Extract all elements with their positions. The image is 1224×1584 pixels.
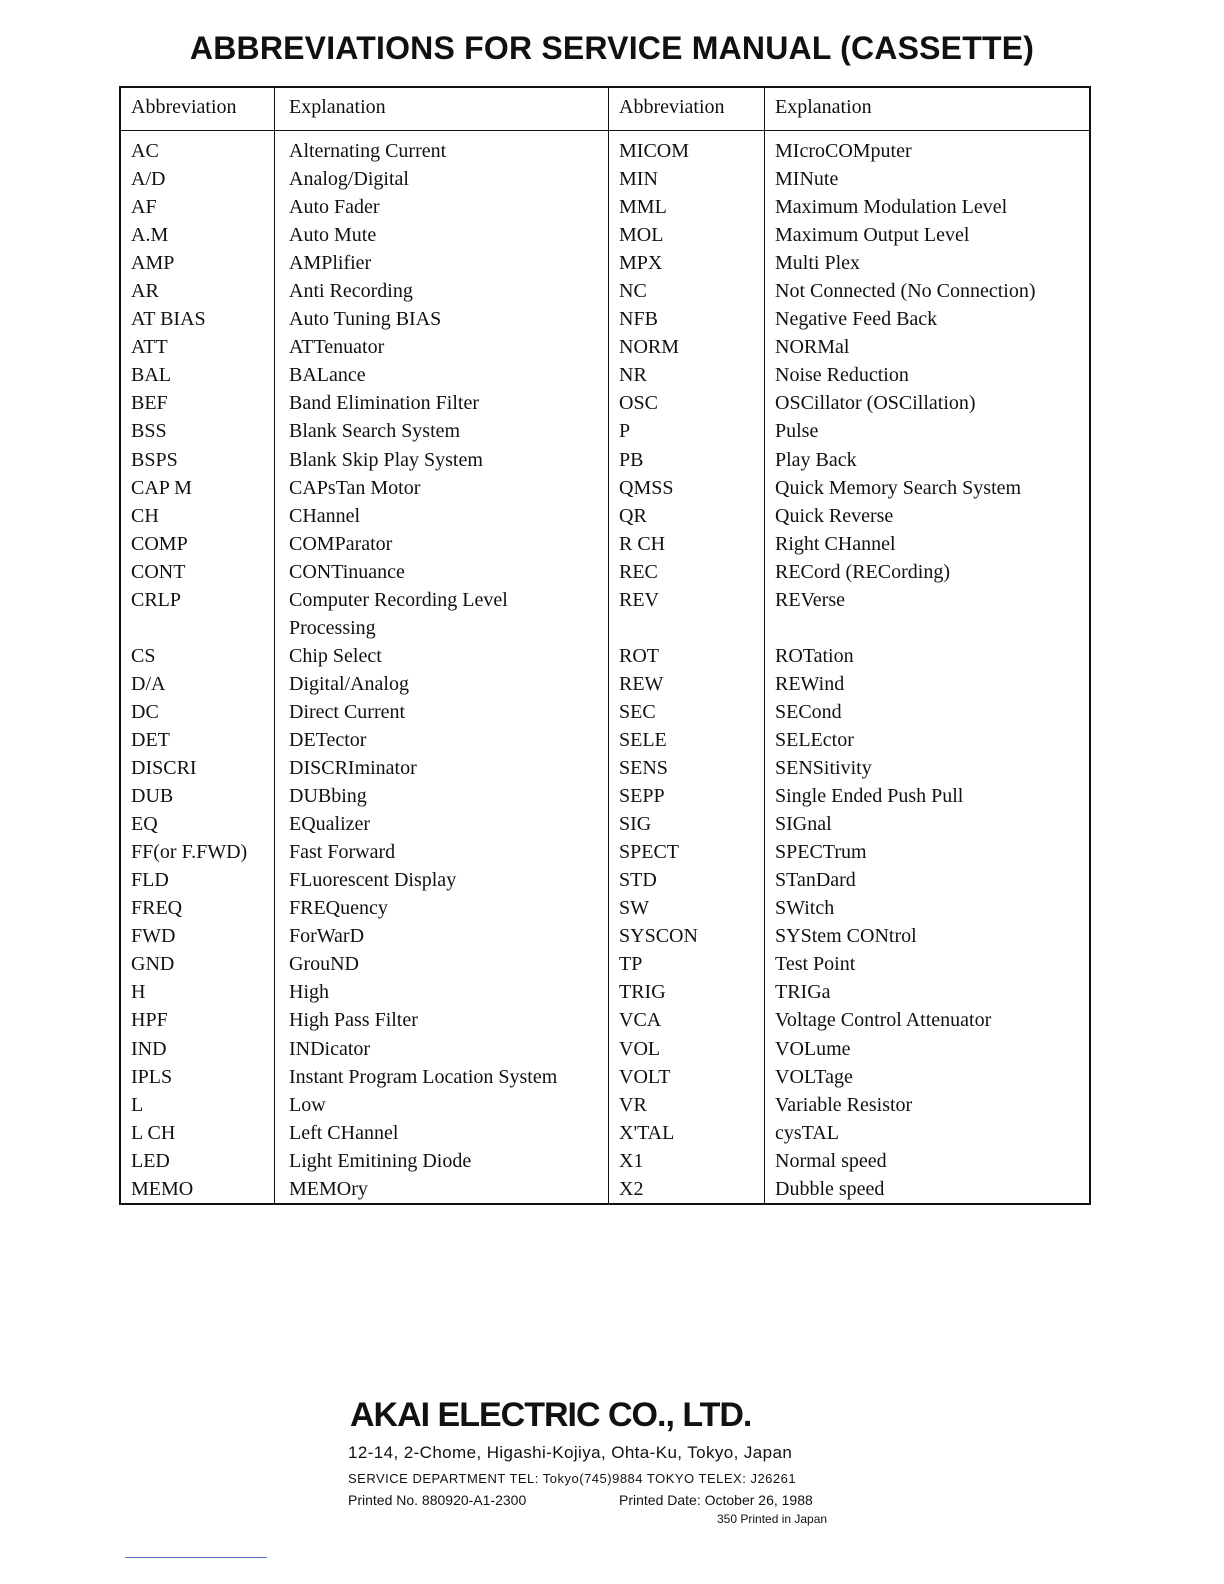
explanation-cell: DETector	[289, 728, 367, 751]
explanation-cell: Chip Select	[289, 644, 382, 667]
explanation-cell: Anti Recording	[289, 280, 413, 303]
abbreviation-cell: CAP M	[131, 476, 192, 499]
explanation-cell: Normal speed	[775, 1149, 887, 1172]
abbreviation-column-left	[131, 137, 247, 1203]
explanation-cell: VOLTage	[775, 1065, 853, 1088]
explanation-cell: REWind	[775, 672, 845, 695]
abbreviation-cell: H	[131, 981, 146, 1004]
explanation-column-left	[289, 137, 557, 1203]
header-abbreviation-right: Abbreviation	[619, 96, 725, 118]
abbreviation-cell: AR	[131, 280, 159, 303]
abbreviation-cell: AF	[131, 196, 157, 219]
abbreviation-cell: SEC	[619, 700, 656, 723]
explanation-cell: REVerse	[775, 588, 845, 611]
explanation-cell: Auto Mute	[289, 224, 377, 247]
abbreviation-cell: HPF	[131, 1009, 168, 1032]
explanation-cell: CHannel	[289, 504, 361, 527]
explanation-cell: Left CHannel	[289, 1121, 399, 1144]
explanation-cell: BALance	[289, 364, 366, 387]
abbreviation-cell	[131, 614, 247, 642]
explanation-cell: High	[289, 981, 329, 1004]
company-address: 12-14, 2-Chome, Higashi-Kojiya, Ohta-Ku, Tokyo, Japan	[348, 1443, 793, 1462]
abbreviation-cell: SPECT	[619, 841, 680, 864]
explanation-cell: TRIGa	[775, 981, 831, 1004]
page-title: ABBREVIATIONS FOR SERVICE MANUAL (CASSETTE)	[189, 30, 1035, 66]
abbreviation-cell: REW	[619, 672, 664, 695]
header-abbreviation-left: Abbreviation	[131, 96, 237, 118]
company-name: AKAI ELECTRIC CO., LTD.	[350, 1396, 752, 1434]
abbreviation-cell: QR	[619, 504, 647, 527]
explanation-cell: Direct Current	[289, 700, 406, 723]
header-divider	[121, 130, 1089, 131]
explanation-cell: cysTAL	[775, 1121, 839, 1144]
abbreviation-cell: MEMO	[131, 1177, 194, 1200]
abbreviation-cell: STD	[619, 869, 657, 892]
abbreviation-cell: TRIG	[619, 981, 666, 1004]
explanation-cell: SWitch	[775, 897, 835, 920]
explanation-cell: Auto Tuning BIAS	[289, 308, 442, 331]
abbreviation-column-right	[619, 137, 698, 1203]
abbreviation-cell: A.M	[131, 224, 169, 247]
footer	[348, 1396, 848, 1530]
explanation-cell: Blank Skip Play System	[289, 448, 483, 471]
explanation-cell: Digital/Analog	[289, 672, 409, 695]
abbreviation-cell: QMSS	[619, 476, 674, 499]
explanation-cell: INDicator	[289, 1037, 371, 1060]
abbreviation-cell: A/D	[131, 168, 166, 191]
abbreviation-cell: L	[131, 1093, 144, 1116]
abbreviation-cell: VCA	[619, 1009, 662, 1032]
abbreviation-cell: IPLS	[131, 1065, 173, 1088]
explanation-cell: Voltage Control Attenuator	[775, 1009, 992, 1032]
explanation-cell: MIcroCOMputer	[775, 140, 912, 162]
abbreviation-cell: ROT	[619, 644, 659, 667]
abbreviation-cell: COMP	[131, 532, 188, 555]
abbreviation-cell: X1	[619, 1149, 644, 1172]
abbreviation-cell: FREQ	[131, 897, 183, 920]
abbreviation-cell: X'TAL	[619, 1121, 675, 1144]
explanation-cell: Negative Feed Back	[775, 308, 938, 331]
explanation-cell: VOLume	[775, 1037, 851, 1060]
explanation-column-right	[775, 137, 1036, 1203]
abbreviation-cell: X2	[619, 1177, 644, 1200]
explanation-cell: Maximum Modulation Level	[775, 196, 1008, 219]
explanation-cell: Low	[289, 1093, 326, 1116]
abbreviation-cell: MOL	[619, 224, 664, 247]
explanation-cell: Single Ended Push Pull	[775, 785, 964, 808]
explanation-cell: Play Back	[775, 448, 857, 471]
explanation-cell: Quick Reverse	[775, 504, 894, 527]
abbreviation-cell: SELE	[619, 728, 667, 751]
abbreviation-cell: CRLP	[131, 588, 182, 611]
abbreviation-cell: MICOM	[619, 140, 690, 162]
abbreviation-cell: OSC	[619, 392, 658, 415]
abbreviation-cell	[619, 614, 698, 642]
abbreviation-cell: L CH	[131, 1121, 176, 1144]
abbreviation-cell: AC	[131, 140, 159, 162]
abbreviation-table	[119, 86, 1091, 1205]
explanation-cell: COMParator	[289, 532, 393, 555]
explanation-cell: Computer Recording Level	[289, 588, 508, 611]
explanation-cell: Instant Program Location System	[289, 1065, 558, 1088]
explanation-cell: SENSitivity	[775, 757, 872, 780]
service-department: SERVICE DEPARTMENT TEL: Tokyo(745)9884 TOKYO TELEX: J26261	[348, 1471, 797, 1486]
printed-in-japan: 350 Printed in Japan	[717, 1512, 828, 1526]
header-explanation-left: Explanation	[289, 96, 386, 118]
explanation-cell: Right CHannel	[775, 532, 896, 555]
explanation-cell: CONTinuance	[289, 560, 405, 583]
explanation-cell: ROTation	[775, 644, 854, 667]
abbreviation-cell: EQ	[131, 813, 158, 836]
abbreviation-cell: DET	[131, 728, 170, 751]
explanation-cell: GrouND	[289, 953, 359, 976]
abbreviation-cell: R CH	[619, 532, 666, 555]
abbreviation-cell: BSPS	[131, 448, 178, 471]
abbreviation-cell: BSS	[131, 420, 167, 443]
abbreviation-cell: SEPP	[619, 785, 665, 808]
explanation-cell: Auto Fader	[289, 196, 380, 219]
abbreviation-cell: ATT	[131, 336, 168, 359]
abbreviation-cell: AT BIAS	[131, 308, 206, 331]
explanation-cell: SYStem CONtrol	[775, 925, 917, 948]
abbreviation-cell: TP	[619, 953, 643, 976]
explanation-cell: Light Emitining Diode	[289, 1149, 472, 1172]
explanation-cell: MEMOry	[289, 1177, 368, 1200]
abbreviation-cell: CONT	[131, 560, 186, 583]
column-divider	[608, 88, 609, 1203]
abbreviation-cell: REC	[619, 560, 658, 583]
header-explanation-right: Explanation	[775, 96, 872, 118]
abbreviation-cell: SYSCON	[619, 925, 698, 948]
abbreviation-cell: REV	[619, 588, 659, 611]
explanation-cell: STanDard	[775, 869, 856, 892]
explanation-cell: Blank Search System	[289, 420, 461, 443]
explanation-cell: Variable Resistor	[775, 1093, 913, 1116]
abbreviation-cell: MML	[619, 196, 667, 219]
explanation-cell: Maximum Output Level	[775, 224, 970, 247]
abbreviation-cell: NORM	[619, 336, 680, 359]
explanation-cell: SPECTrum	[775, 841, 867, 864]
printed-number: Printed No. 880920-A1-2300	[348, 1492, 527, 1508]
explanation-cell: NORMal	[775, 336, 850, 359]
explanation-cell: SIGnal	[775, 813, 832, 836]
explanation-cell	[775, 614, 1036, 642]
abbreviation-cell: BAL	[131, 364, 171, 387]
abbreviation-cell: SENS	[619, 757, 668, 780]
explanation-cell: DISCRIminator	[289, 757, 417, 780]
explanation-cell: ForWarD	[289, 925, 365, 948]
explanation-cell: Analog/Digital	[289, 168, 409, 191]
abbreviation-cell: MIN	[619, 168, 658, 191]
explanation-cell: SELEctor	[775, 728, 854, 751]
footer-rule	[125, 1557, 267, 1558]
explanation-cell: Dubble speed	[775, 1177, 885, 1200]
explanation-cell: AMPlifier	[289, 252, 372, 275]
explanation-cell: SECond	[775, 700, 842, 723]
explanation-cell: CAPsTan Motor	[289, 476, 421, 499]
explanation-cell: MINute	[775, 168, 839, 191]
abbreviation-cell: SW	[619, 897, 649, 920]
abbreviation-cell: FWD	[131, 925, 176, 948]
abbreviation-cell: NR	[619, 364, 647, 387]
column-divider	[764, 88, 765, 1203]
explanation-cell: FLuorescent Display	[289, 869, 457, 892]
abbreviation-cell: DUB	[131, 785, 174, 808]
abbreviation-cell: MPX	[619, 252, 663, 275]
explanation-cell: EQualizer	[289, 813, 371, 836]
abbreviation-cell: DC	[131, 700, 159, 723]
abbreviation-cell: SIG	[619, 813, 652, 836]
abbreviation-cell: NFB	[619, 308, 658, 331]
explanation-cell: OSCillator (OSCillation)	[775, 392, 976, 415]
abbreviation-cell: VOLT	[619, 1065, 671, 1088]
abbreviation-cell: BEF	[131, 392, 168, 415]
abbreviation-cell: FLD	[131, 869, 169, 892]
explanation-cell: Alternating Current	[289, 140, 447, 162]
printed-date: Printed Date: October 26, 1988	[619, 1492, 813, 1508]
abbreviation-cell: AMP	[131, 252, 175, 275]
explanation-cell: Noise Reduction	[775, 364, 909, 387]
abbreviation-cell: CH	[131, 504, 159, 527]
abbreviation-cell: PB	[619, 448, 644, 471]
abbreviation-cell: DISCRI	[131, 757, 197, 780]
explanation-cell: Pulse	[775, 420, 819, 443]
abbreviation-cell: IND	[131, 1037, 167, 1060]
explanation-cell: DUBbing	[289, 785, 367, 808]
abbreviation-cell: VOL	[619, 1037, 661, 1060]
explanation-cell: Fast Forward	[289, 841, 396, 864]
explanation-cell: Multi Plex	[775, 252, 861, 275]
abbreviation-cell: GND	[131, 953, 175, 976]
explanation-cell: RECord (RECording)	[775, 560, 950, 583]
explanation-cell: High Pass Filter	[289, 1009, 418, 1032]
explanation-cell: Test Point	[775, 953, 856, 976]
abbreviation-cell: P	[619, 420, 631, 443]
column-divider	[274, 88, 275, 1203]
explanation-cell: Processing	[289, 616, 376, 639]
abbreviation-cell: LED	[131, 1149, 170, 1172]
explanation-cell: Quick Memory Search System	[775, 476, 1022, 499]
explanation-cell: Not Connected (No Connection)	[775, 280, 1036, 303]
explanation-cell: Band Elimination Filter	[289, 392, 479, 415]
explanation-cell: ATTenuator	[289, 336, 385, 359]
abbreviation-cell: NC	[619, 280, 647, 303]
abbreviation-cell: D/A	[131, 672, 166, 695]
abbreviation-cell: FF(or F.FWD)	[131, 841, 248, 864]
abbreviation-cell: VR	[619, 1093, 647, 1116]
explanation-cell: FREQuency	[289, 897, 388, 920]
abbreviation-cell: CS	[131, 644, 156, 667]
